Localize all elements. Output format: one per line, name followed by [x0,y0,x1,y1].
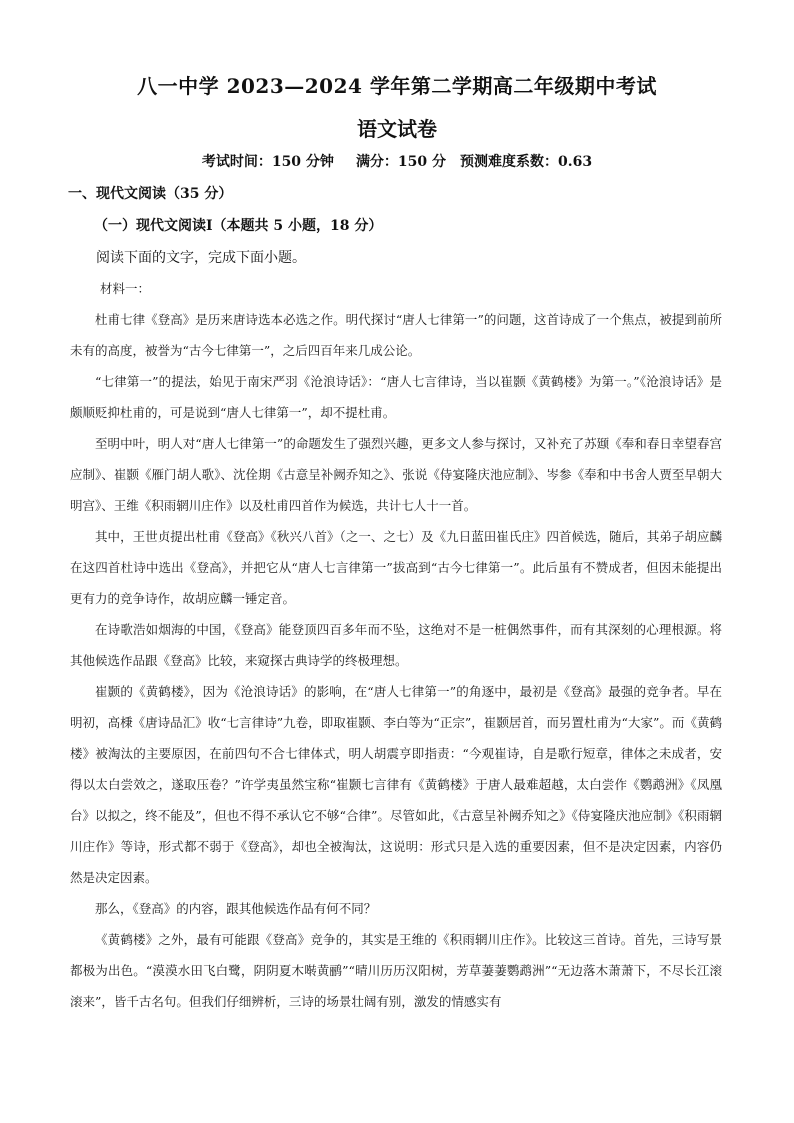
subject-title: 语文试卷 [357,117,437,141]
section-heading: 一、现代文阅读（35 分） [68,186,233,202]
paragraph: “七律第一”的提法，始见于南宋严羽《沧浪诗话》：“唐人七言律诗，当以崔颢《黄鹤楼》为第一。”《沧浪诗话》是颇顺贬抑杜甫的，可是说到“唐人七律第一”，却不提杜甫。 [70,374,722,420]
paragraph: 《黄鹤楼》之外，最有可能跟《登高》竞争的，其实是王维的《积雨辋川庄作》。比较这三首诗。首先，三诗写景都极为出色。“漠漠水田飞白鹭，阴阴夏木啭黄鹂”“晴川历历汉阳树，芳草萋萋鹦鹉洲”“无边落木萧萧下，不尽长江滚滚来”，皆千古名句。但我们仔细辨析，三诗的场景壮阔有别，激发的情感实有 [70,932,722,1009]
article-body [70,304,722,1017]
material-label: 材料一： [100,281,151,296]
paragraph: 杜甫七律《登高》是历来唐诗选本必选之作。明代探讨“唐人七律第一”的问题，这首诗成了一个焦点，被提到前所未有的高度，被誉为“古今七律第一”，之后四百年来几成公论。 [70,312,722,358]
paragraph: 在诗歌浩如烟海的中国，《登高》能登顶四百多年而不坠，这绝对不是一桩偶然事件，而有其深刻的心理根源。将其他候选作品跟《登高》比较，来窥探古典诗学的终极理想。 [70,622,722,668]
paragraph: 至明中叶，明人对“唐人七律第一”的命题发生了强烈兴趣，更多文人参与探讨，又补充了苏颋《奉和春日幸望春宫应制》、崔颢《雁门胡人歌》、沈佺期《古意呈补阙乔知之》、张说《侍宴隆庆池应制》、岑参《奉和中书舍人贾至早朝大明宫》、王维《积雨辋川庄作》以及杜甫四首作为候选，共计七人十一首。 [70,436,722,513]
paragraph: 其中，王世贞提出杜甫《登高》《秋兴八首》（之一、之七）及《九日蓝田崔氏庄》四首候选，随后，其弟子胡应麟在这四首杜诗中选出《登高》，并把它从“唐人七言律第一”拔高到“古今七律第一”。此后虽有不赞成者，但因未能提出更有力的竞争诗作，故胡应麟一锤定音。 [70,529,722,606]
exam-time: 考试时间：150 分钟 [201,154,334,170]
exam-info [0,151,794,171]
difficulty-coefficient: 预测难度系数：0.63 [460,154,593,170]
subsection-heading: （一）现代文阅读Ⅰ（本题共 5 小题，18 分） [94,218,383,234]
paragraph: 崔颢的《黄鹤楼》，因为《沧浪诗话》的影响，在“唐人七律第一”的角逐中，最初是《登高》最强的竞争者。早在明初，高棅《唐诗品汇》收“七言律诗”九卷，即取崔颢、李白等为“正宗”，崔颢居首，而另置杜甫为“大家”。而《黄鹤楼》被淘汰的主要原因，在前四句不合七律体式，明人胡震亨即指责：“今观崔诗，自是歌行短章，律体之未成者，安得以太白尝效之，遂取压卷？”许学夷虽然宝称“崔颢七言律有《黄鹤楼》于唐人最难超越，太白尝作《鹦鹉洲》《凤凰台》以拟之，终不能及”，但也不得不承认它不够“合律”。尽管如此，《古意呈补阙乔知之》《侍宴隆庆池应制》《积雨辋川庄作》等诗，形式都不弱于《登高》，却也全被淘汰，这说明：形式只是入选的重要因素，但不是决定因素，内容仍然是决定因素。 [70,684,722,885]
exam-title: 八一中学 2023—2024 学年第二学期高二年级期中考试 [137,74,657,98]
reading-instruction: 阅读下面的文字，完成下面小题。 [96,250,306,266]
paragraph: 那么，《登高》的内容，跟其他候选作品有何不同？ [95,901,377,916]
full-score: 满分：150 分 [355,154,447,170]
